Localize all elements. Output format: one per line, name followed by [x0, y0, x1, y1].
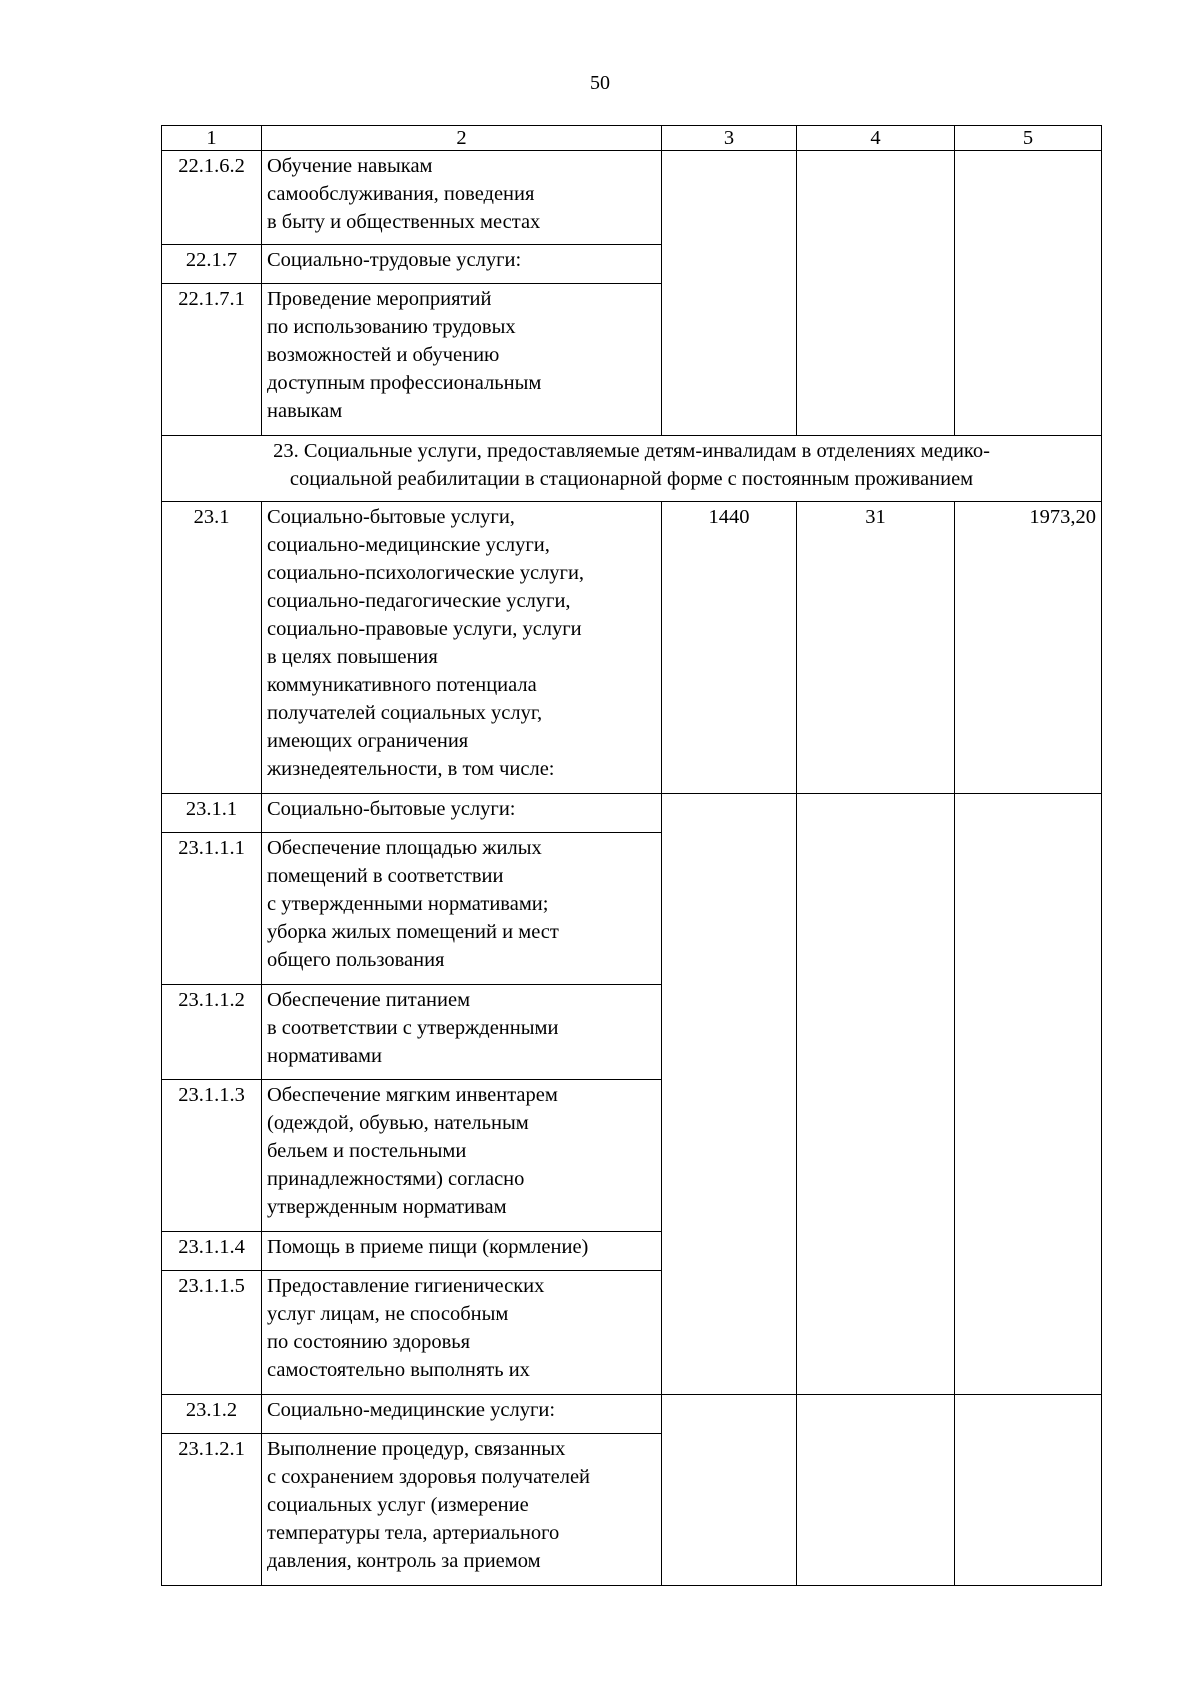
row-text: Обеспечение мягким инвентарем (одеждой, обувью, нательным бельем и постельными принадлежностями) согласно утвержденным нормативам	[262, 1080, 662, 1232]
row-text: Социально-трудовые услуги:	[262, 245, 662, 284]
header-col-3: 3	[662, 126, 797, 151]
row-number: 23.1.1.5	[162, 1271, 262, 1395]
col5-merged-cell	[955, 151, 1102, 436]
row-text: Социально-бытовые услуги, социально-медицинские услуги, социально-психологические услуги, социально-педагогические услуги, социально-правовые услуги, услуги в целях повышения коммуникативного потенциала получателей социальных услуг, имеющих ограничения жизнедеятельности, в том числе:	[262, 502, 662, 794]
col5-value: 1973,20	[955, 502, 1102, 794]
row-number: 22.1.7.1	[162, 284, 262, 436]
row-number: 23.1.1.2	[162, 985, 262, 1080]
row-number: 23.1.2	[162, 1395, 262, 1434]
row-number: 22.1.7	[162, 245, 262, 284]
col5-merged-cell	[955, 794, 1102, 1395]
col3-merged-cell	[662, 1395, 797, 1586]
header-col-4: 4	[797, 126, 955, 151]
col4-merged-cell	[797, 151, 955, 436]
table-row	[162, 151, 1102, 245]
row-text: Выполнение процедур, связанных с сохранением здоровья получателей социальных услуг (измерение температуры тела, артериального давления, контроль за приемом	[262, 1434, 662, 1586]
row-number: 23.1.1.4	[162, 1232, 262, 1271]
table-row	[162, 1395, 1102, 1434]
row-text: Социально-медицинские услуги:	[262, 1395, 662, 1434]
col5-merged-cell	[955, 1395, 1102, 1586]
col3-value: 1440	[662, 502, 797, 794]
row-number: 23.1	[162, 502, 262, 794]
header-col-2: 2	[262, 126, 662, 151]
col3-merged-cell	[662, 794, 797, 1395]
table-row	[162, 794, 1102, 833]
section-row	[162, 436, 1102, 502]
row-text: Социально-бытовые услуги:	[262, 794, 662, 833]
row-text: Проведение мероприятий по использованию трудовых возможностей и обучению доступным профессиональным навыкам	[262, 284, 662, 436]
row-text: Предоставление гигиенических услуг лицам, не способным по состоянию здоровья самостоятельно выполнять их	[262, 1271, 662, 1395]
row-number: 23.1.1.3	[162, 1080, 262, 1232]
row-text: Обучение навыкам самообслуживания, поведения в быту и общественных местах	[262, 151, 662, 245]
row-number: 23.1.1	[162, 794, 262, 833]
row-text: Обеспечение площадью жилых помещений в соответствии с утвержденными нормативами; уборка жилых помещений и мест общего пользования	[262, 833, 662, 985]
row-text: Обеспечение питанием в соответствии с утвержденными нормативами	[262, 985, 662, 1080]
section-title: 23. Социальные услуги, предоставляемые детям-инвалидам в отделениях медико- социальной реабилитации в стационарной форме с постоянным проживанием	[162, 436, 1102, 502]
col4-value: 31	[797, 502, 955, 794]
table-row	[162, 502, 1102, 794]
row-number: 23.1.2.1	[162, 1434, 262, 1586]
services-table	[161, 125, 1102, 1586]
header-row	[162, 126, 1102, 151]
col4-merged-cell	[797, 794, 955, 1395]
row-number: 23.1.1.1	[162, 833, 262, 985]
page-number: 50	[590, 72, 610, 94]
col4-merged-cell	[797, 1395, 955, 1586]
header-col-5: 5	[955, 126, 1102, 151]
header-col-1: 1	[162, 126, 262, 151]
row-number: 22.1.6.2	[162, 151, 262, 245]
row-text: Помощь в приеме пищи (кормление)	[262, 1232, 662, 1271]
col3-merged-cell	[662, 151, 797, 436]
